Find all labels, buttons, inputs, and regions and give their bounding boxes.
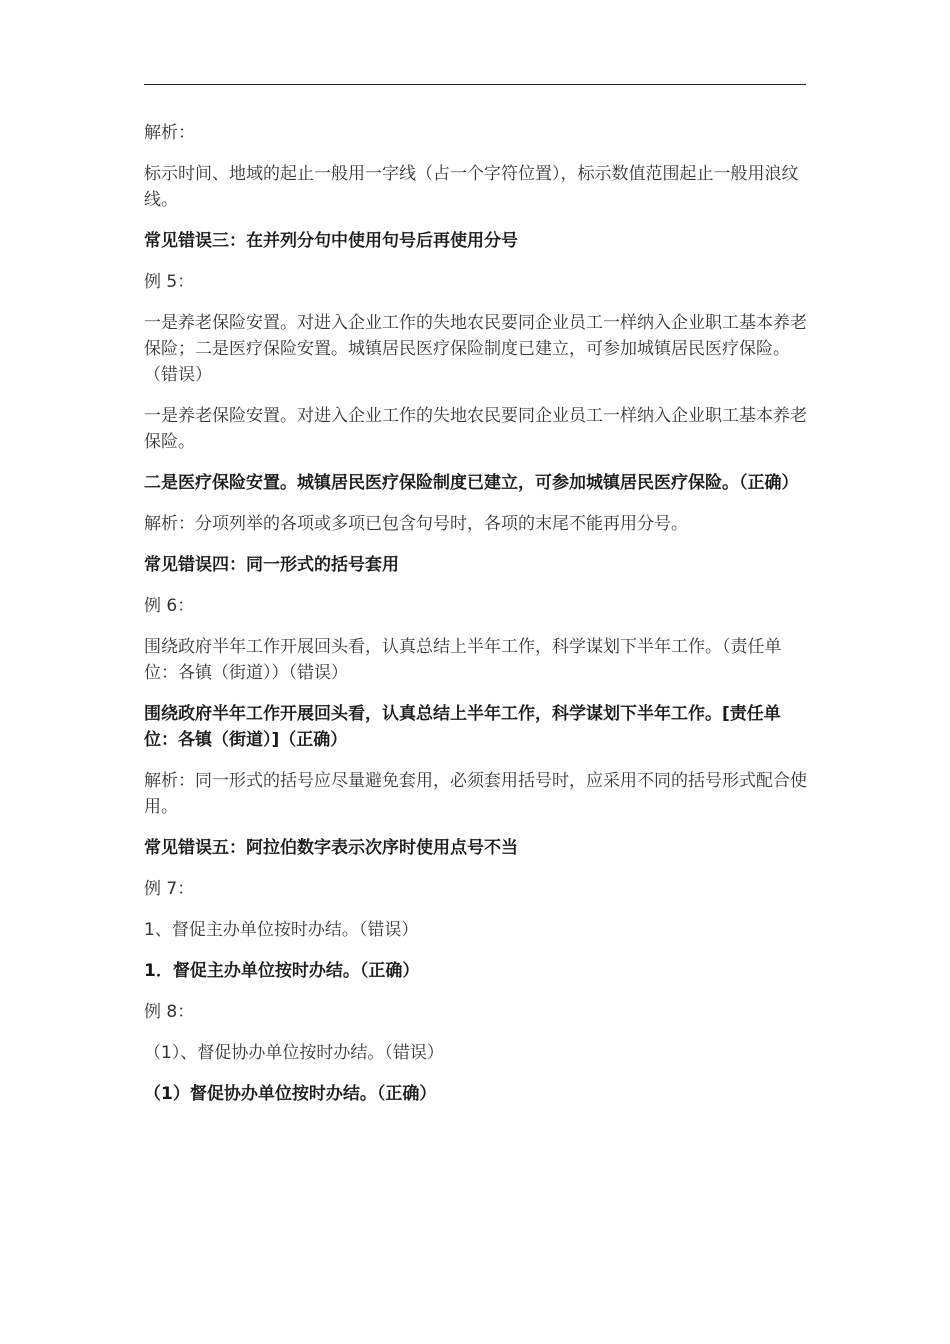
heading-error-three: 常见错误三：在并列分句中使用句号后再使用分号 xyxy=(144,231,518,251)
example-8-correct: （1）督促协办单位按时办结。（正确） xyxy=(144,1084,437,1104)
example-8-label: 例 8： xyxy=(144,1002,195,1022)
example-5-label: 例 5： xyxy=(144,272,195,292)
example-7-wrong: 1、督促主办单位按时办结。（错误） xyxy=(144,920,419,940)
example-7-label: 例 7： xyxy=(144,879,195,899)
example-5-wrong: 一是养老保险安置。对进入企业工作的失地农民要同企业员工一样纳入企业职工基本养老保险；二是医疗保险安置。城镇居民医疗保险制度已建立，可参加城镇居民医疗保险。（错误） xyxy=(144,313,807,385)
example-5-correct-part1: 一是养老保险安置。对进入企业工作的失地农民要同企业员工一样纳入企业职工基本养老保险。 xyxy=(144,406,807,452)
heading-error-five: 常见错误五：阿拉伯数字表示次序时使用点号不当 xyxy=(144,838,518,858)
example-6-wrong: 围绕政府半年工作开展回头看，认真总结上半年工作，科学谋划下半年工作。（责任单位：各镇（街道））（错误） xyxy=(144,637,782,683)
example-5-correct-part2: 二是医疗保险安置。城镇居民医疗保险制度已建立，可参加城镇居民医疗保险。（正确） xyxy=(144,473,799,493)
paragraph-analysis-dash: 标示时间、地域的起止一般用一字线（占一个字符位置），标示数值范围起止一般用浪纹线。 xyxy=(144,164,799,210)
document-body xyxy=(144,120,808,1122)
header-rule xyxy=(144,84,806,85)
example-6-label: 例 6： xyxy=(144,596,195,616)
example-6-correct: 围绕政府半年工作开展回头看，认真总结上半年工作，科学谋划下半年工作。[责任单位：各镇（街道）]（正确） xyxy=(144,704,781,750)
example-7-correct: 1．督促主办单位按时办结。（正确） xyxy=(144,961,420,981)
paragraph-analysis-semicolon: 解析：分项列举的各项或多项已包含句号时，各项的末尾不能再用分号。 xyxy=(144,514,688,534)
heading-error-four: 常见错误四：同一形式的括号套用 xyxy=(144,555,399,575)
paragraph-analysis-label-1: 解析： xyxy=(144,123,195,143)
paragraph-analysis-brackets: 解析：同一形式的括号应尽量避免套用，必须套用括号时，应采用不同的括号形式配合使用。 xyxy=(144,771,807,817)
example-8-wrong: （1）、督促协办单位按时办结。（错误） xyxy=(144,1043,444,1063)
